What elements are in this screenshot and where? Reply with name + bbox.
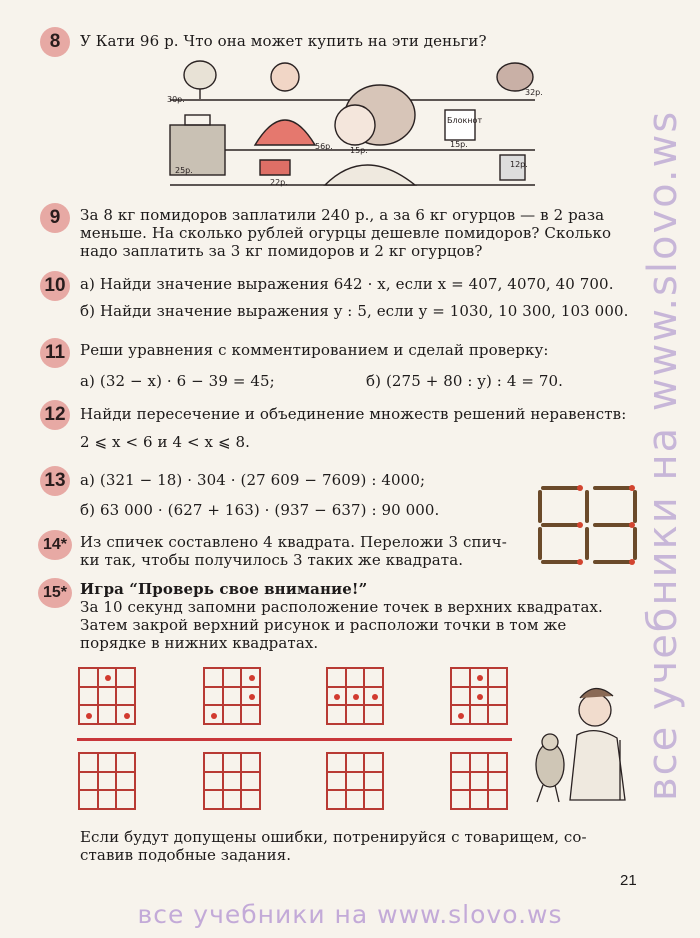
task-15-line-1: За 10 секунд запомни расположение точек в верхних квадратах. xyxy=(80,598,603,616)
price-tag: 30р. xyxy=(167,95,185,104)
shop-illustration xyxy=(165,55,550,195)
task-14-line-2: ки так, чтобы получилось 3 таких же квадрата. xyxy=(80,551,464,569)
task-15-title: Игра “Проверь свое внимание!” xyxy=(80,580,368,598)
task-number-12: 12 xyxy=(40,400,70,430)
price-tag: 15р. xyxy=(450,140,468,149)
watermark-side: все учебники на www.slovo.ws xyxy=(640,110,686,802)
task-11-text: Реши уравнения с комментированием и сделай проверку: xyxy=(80,341,549,359)
task-11-equation-b: б) (275 + 80 : y) : 4 = 70. xyxy=(366,372,564,390)
top-grid-2 xyxy=(203,667,261,725)
bottom-grid-1[interactable] xyxy=(78,752,136,810)
footer-note-line-1: Если будут допущены ошибки, потренируйся с товарищем, со- xyxy=(80,828,587,846)
price-tag: Блокнот xyxy=(447,116,483,125)
separator-rule xyxy=(77,738,512,741)
task-15-line-3: порядке в нижних квадратах. xyxy=(80,634,319,652)
task-number-13: 13 xyxy=(40,466,70,496)
page-number: 21 xyxy=(620,872,637,889)
top-grid-3 xyxy=(326,667,384,725)
footer-note-line-2: ставив подобные задания. xyxy=(80,846,292,864)
task-12-inequalities: 2 ⩽ x < 6 и 4 < x ⩽ 8. xyxy=(80,433,251,451)
task-9-line-1: За 8 кг помидоров заплатили 240 р., а за 6 кг огурцов — в 2 раза xyxy=(80,206,605,224)
task-11-equation-a: а) (32 − x) · 6 − 39 = 45; xyxy=(80,372,275,390)
task-number-14: 14* xyxy=(38,530,72,560)
top-grid-4 xyxy=(450,667,508,725)
task-13-line-a: а) (321 − 18) · 304 · (27 609 − 7609) : 4000; xyxy=(80,471,426,489)
task-number-9: 9 xyxy=(40,203,70,233)
matchsticks-figure xyxy=(535,480,645,570)
task-number-10: 10 xyxy=(40,271,70,301)
task-9-line-3: надо заплатить за 3 кг помидоров и 2 кг огурцов? xyxy=(80,242,483,260)
bottom-grid-2[interactable] xyxy=(203,752,261,810)
task-number-8: 8 xyxy=(40,27,70,57)
bottom-grid-3[interactable] xyxy=(326,752,384,810)
professor-parrot-illustration xyxy=(525,680,635,810)
task-13-line-b: б) 63 000 · (627 + 163) · (937 − 637) : 90 000. xyxy=(80,501,440,519)
top-grid-1 xyxy=(78,667,136,725)
task-number-15: 15* xyxy=(38,578,72,608)
task-15-line-2: Затем закрой верхний рисунок и расположи точки в том же xyxy=(80,616,567,634)
task-8-text: У Кати 96 р. Что она может купить на эти деньги? xyxy=(80,32,487,50)
task-10-line-b: б) Найди значение выражения y : 5, если y = 1030, 10 300, 103 000. xyxy=(80,302,629,320)
bottom-grid-4[interactable] xyxy=(450,752,508,810)
price-tag: 25р. xyxy=(175,166,193,175)
task-9-line-2: меньше. На сколько рублей огурцы дешевле помидоров? Сколько xyxy=(80,224,612,242)
task-10-line-a: а) Найди значение выражения 642 · x, если x = 407, 4070, 40 700. xyxy=(80,275,614,293)
price-tag: 15р. xyxy=(350,146,368,155)
price-tag: 22р. xyxy=(270,178,288,187)
price-tag: 56р. xyxy=(315,142,333,151)
task-12-text: Найди пересечение и объединение множеств решений неравенств: xyxy=(80,405,627,423)
task-number-11: 11 xyxy=(40,338,70,368)
watermark-bottom[interactable]: все учебники на www.slovo.ws xyxy=(137,900,563,929)
price-tag: 32р. xyxy=(525,88,543,97)
task-14-line-1: Из спичек составлено 4 квадрата. Переложи 3 спич- xyxy=(80,533,507,551)
price-tag: 12р. xyxy=(510,160,528,169)
